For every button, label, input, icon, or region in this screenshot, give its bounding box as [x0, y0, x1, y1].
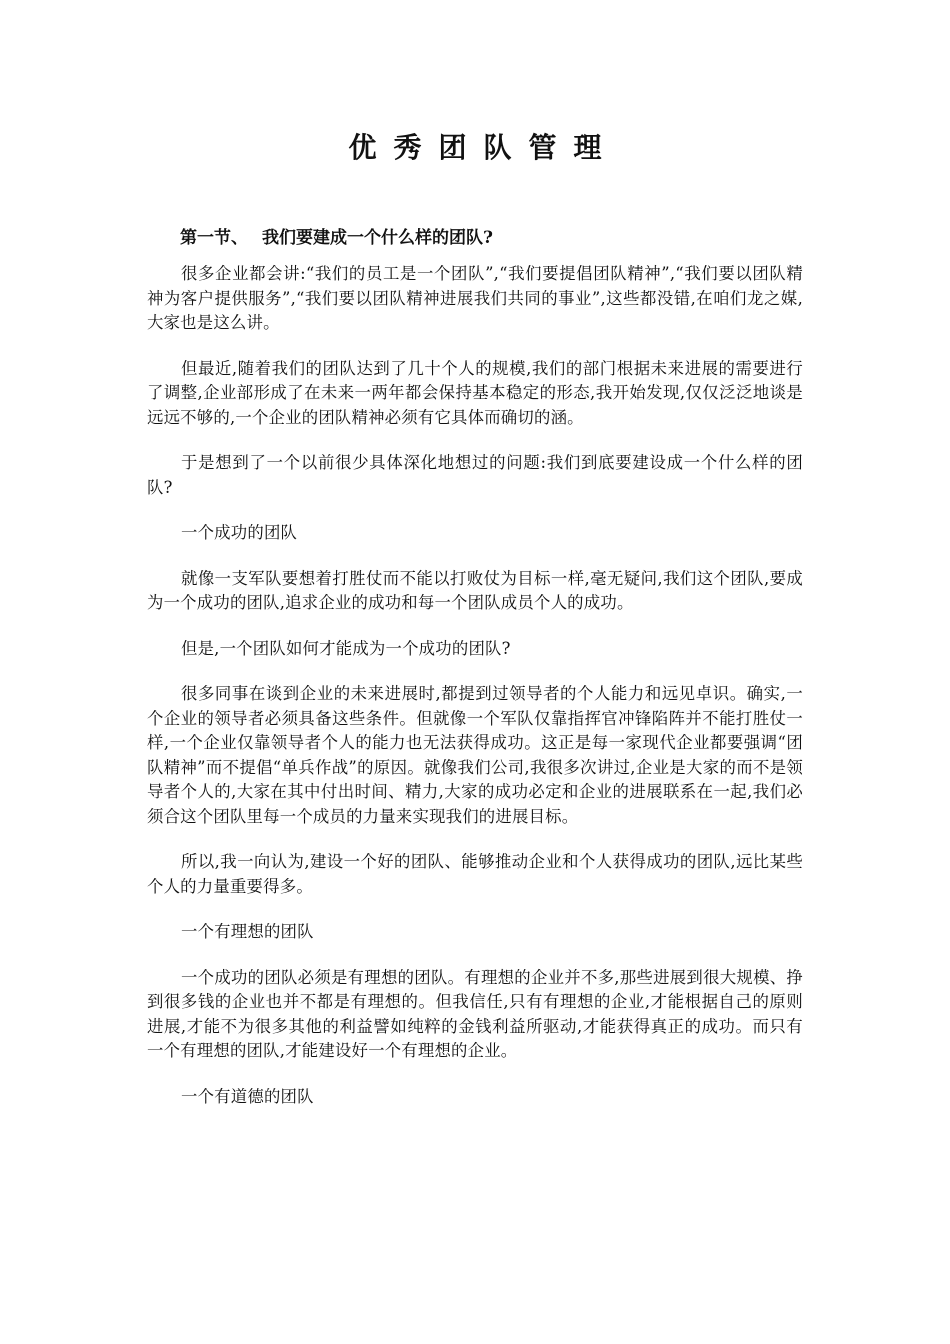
document-title: 优秀团队管理	[348, 131, 619, 164]
paragraph: 很多企业都会讲:“我们的员工是一个团队”,“我们要提倡团队精神”,“我们要以团队精神为客户提供服务”,“我们要以团队精神进展我们共同的事业”,这些都没错,在咱们龙之媒,大家也是这么讲。	[147, 264, 803, 332]
subheading-paragraph: 一个成功的团队	[181, 523, 298, 542]
paragraph: 一个成功的团队必须是有理想的团队。有理想的企业并不多,那些进展到很大规模、挣到很多钱的企业也并不都是有理想的。但我信任,只有有理想的企业,才能根据自己的原则进展,才能不为很多其他的利益譬如纯粹的金钱利益所驱动,才能获得真正的成功。而只有一个有理想的团队,才能建设好一个有理想的企业。	[147, 967, 803, 1060]
document-body	[147, 262, 803, 1130]
subheading-paragraph: 一个有道德的团队	[181, 1086, 314, 1106]
paragraph: 就像一支军队要想着打胜仗而不能以打败仗为目标一样,毫无疑问,我们这个团队,要成为一个成功的团队,追求企业的成功和每一个团队成员个人的成功。	[147, 568, 803, 612]
section-heading-text: 我们要建成一个什么样的团队?	[262, 228, 493, 248]
section-heading	[180, 226, 493, 250]
paragraph: 所以,我一向认为,建设一个好的团队、能够推动企业和个人获得成功的团队,远比某些个人的力量重要得多。	[147, 852, 803, 896]
section-number: 第一节、	[180, 228, 248, 248]
paragraph: 但最近,随着我们的团队达到了几十个人的规模,我们的部门根据未来进展的需要进行了调整,企业部形成了在未来一两年都会保持基本稳定的形态,我开始发现,仅仅泛泛地谈是远远不够的,一个企业的团队精神必须有它具体而确切的涵。	[147, 358, 803, 427]
paragraph: 但是,一个团队如何才能成为一个成功的团队?	[181, 638, 511, 658]
paragraph: 很多同事在谈到企业的未来进展时,都提到过领导者的个人能力和远见卓识。确实,一个企业的领导者必须具备这些条件。但就像一个军队仅靠指挥官冲锋陷阵并不能打胜仗一样,一个企业仅靠领导者个人的能力也无法获得成功。这正是每一家现代企业都要强调“团队精神”而不提倡“单兵作战”的原因。就像我们公司,我很多次讲过,企业是大家的而不是领导者个人的,大家在其中付出时间、精力,大家的成功必定和企业的进展联系在一起,我们必须合这个团队里每一个成员的力量来实现我们的进展目标。	[147, 684, 803, 826]
subheading-paragraph: 一个有理想的团队	[181, 922, 314, 941]
paragraph: 于是想到了一个以前很少具体深化地想过的问题:我们到底要建设成一个什么样的团队?	[147, 453, 803, 497]
